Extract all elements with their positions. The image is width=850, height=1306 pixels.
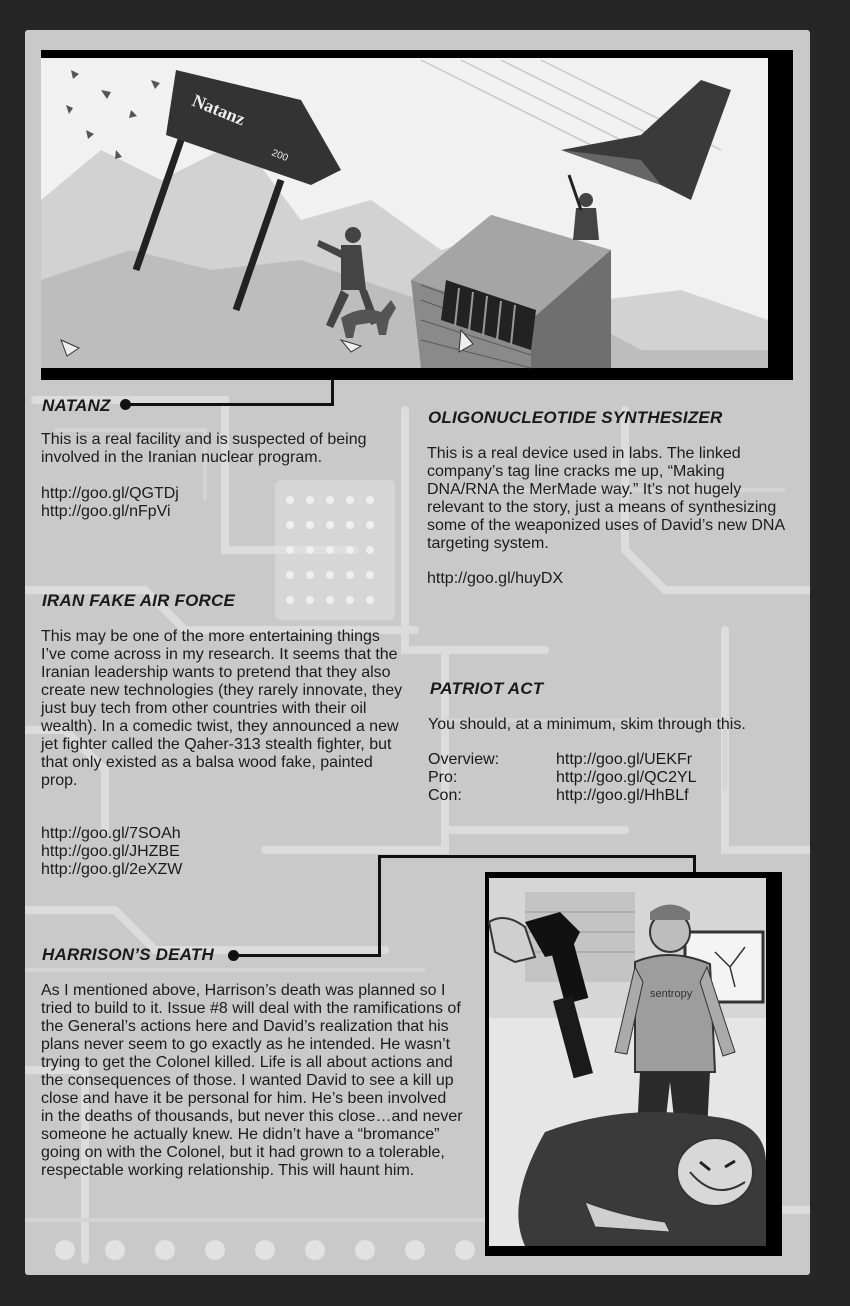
harrison-comic-panel [485,872,782,1256]
harrison-connector-top [378,855,696,858]
page [25,30,810,1275]
sign-text: Natanz [189,90,248,130]
patriot-act-links-table [428,751,697,805]
patriot-act-row [428,787,697,805]
oligonucleotide-link[interactable]: http://goo.gl/huyDX [427,570,564,587]
natanz-connector-vertical [331,378,334,406]
patriot-act-row [428,751,697,769]
oligonucleotide-heading: OLIGONUCLEOTIDE SYNTHESIZER [428,408,723,427]
patriot-act-row-label: Con: [428,787,462,804]
natanz-link[interactable]: http://goo.gl/nFpVi [41,503,171,520]
iran-link[interactable]: http://goo.gl/7SOAh [41,825,181,842]
natanz-connector-horizontal [125,403,334,406]
harrison-connector-horizontal [234,954,381,957]
iran-link[interactable]: http://goo.gl/2eXZW [41,861,183,878]
oligonucleotide-links [427,570,563,588]
oligonucleotide-body: This is a real device used in labs. The linked company’s tag line cracks me up, “Making DNA/RNA the MerMade way.” It’s not hugely relevant to the story, just a means of synthesizing some of the weaponized uses of David’s new DNA targeting system. [427,445,785,552]
patriot-act-row [428,769,697,787]
patriot-act-heading: PATRIOT ACT [430,679,544,698]
patriot-act-row-link[interactable]: http://goo.gl/UEKFr [556,751,693,768]
harrison-connector-dot [228,950,239,961]
patriot-act-body: You should, at a minimum, skim through this. [428,716,746,733]
natanz-body: This is a real facility and is suspected of being involved in the Iranian nuclear program. [41,431,367,466]
patriot-act-row-link[interactable]: http://goo.gl/HhBLf [556,787,689,804]
harrison-heading: HARRISON’S DEATH [42,945,214,964]
natanz-links [41,485,179,521]
natanz-illustration [41,50,793,380]
sign-distance: 200 [269,147,290,165]
iran-fake-air-force-links [41,825,182,879]
harrison-body: As I mentioned above, Harrison’s death was planned so I tried to build to it. Issue #8 will deal with the ramifications of the General’s actions here and David’s realization that his plans never seem to go exactly as he intended. He wasn’t trying to get the Colonel killed. Life is all about actions and the consequences of those. I wanted David to see a kill up close and have it be personal for him. He’s been involved in the deaths of thousands, but never this close…and never someone he actually knew. He didn’t have a “bromance” going on with the Colonel, but it had grown to a tolerable, respectable working relationship. This will haunt him. [41,982,463,1179]
shirt-text: sentropy [650,988,693,1000]
patriot-act-row-label: Overview: [428,751,500,768]
harrison-connector-right [693,855,696,873]
patriot-act-row-link[interactable]: http://goo.gl/QC2YL [556,769,697,786]
iran-fake-air-force-heading: IRAN FAKE AIR FORCE [42,591,236,610]
natanz-heading: NATANZ [42,396,111,415]
patriot-act-row-label: Pro: [428,769,458,786]
natanz-comic-panel [41,50,793,380]
harrison-connector-vertical [378,855,381,957]
iran-fake-air-force-body: This may be one of the more entertaining things I’ve come across in my research. It seems that the Iranian leadership wants to pretend that they also create new technologies (they rarely innovate, they just buy tech from other countries with their oil wealth). In a comedic twist, they announced a new jet fighter called the Qaher-313 stealth fighter, but that only existed as a balsa wood fake, painted prop. [41,628,403,789]
natanz-link[interactable]: http://goo.gl/QGTDj [41,485,179,502]
harrison-illustration [485,872,782,1256]
natanz-connector-dot [120,399,131,410]
iran-link[interactable]: http://goo.gl/JHZBE [41,843,180,860]
